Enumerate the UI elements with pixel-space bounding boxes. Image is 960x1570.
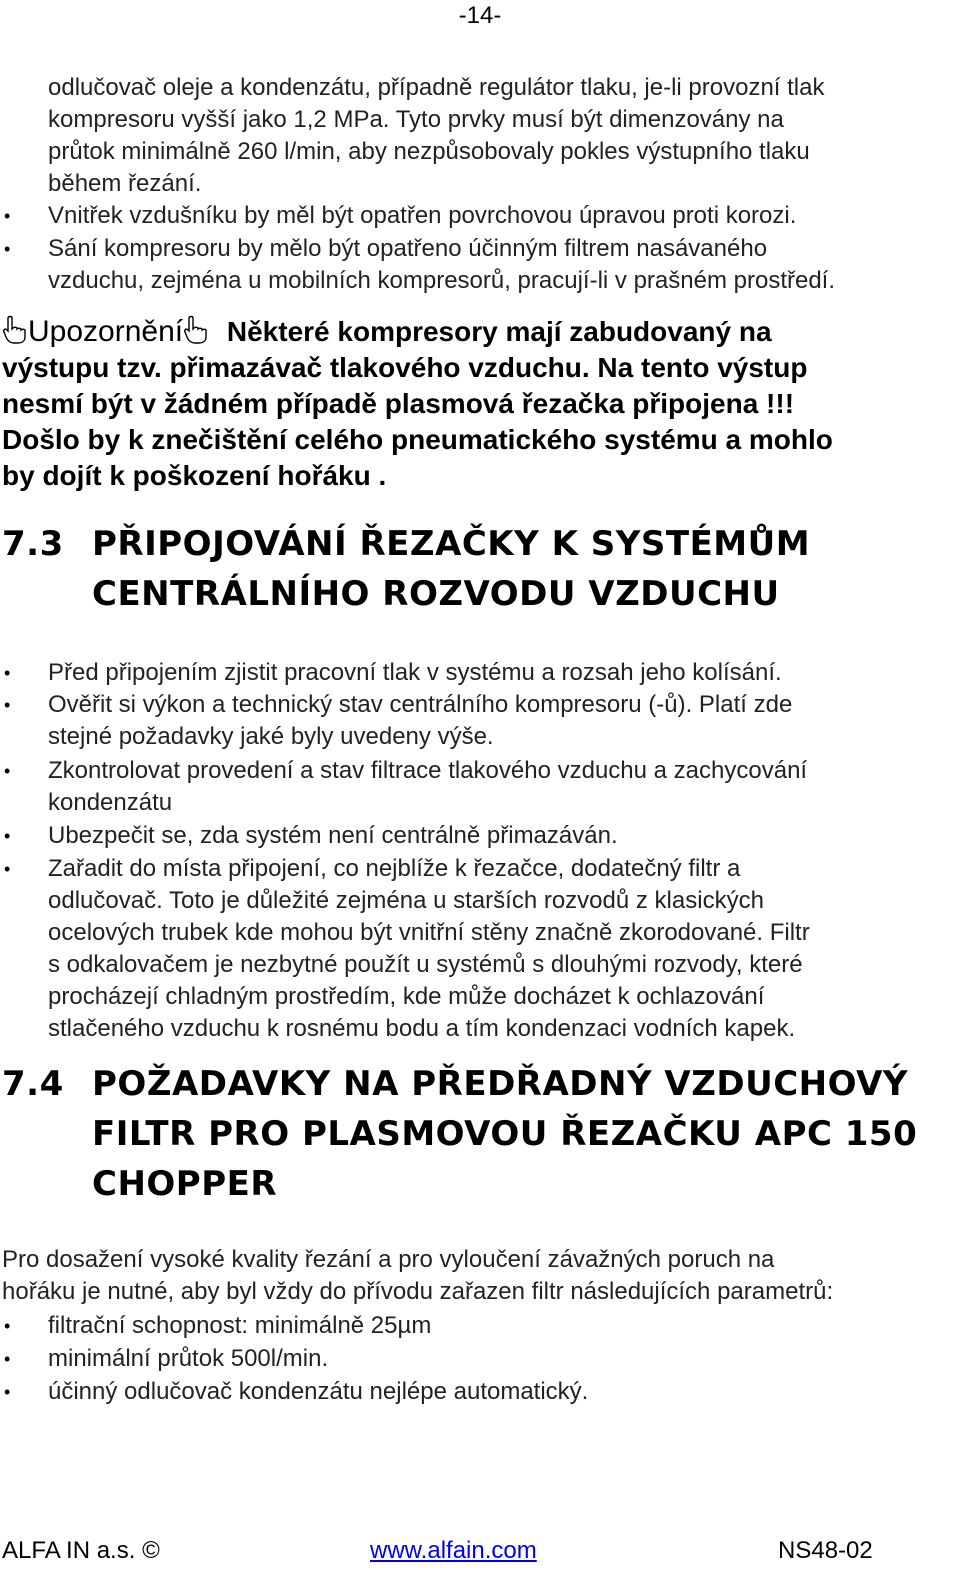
- list-item: Vnitřek vzdušníku by měl být opatřen povrchovou úpravou proti korozi.: [48, 202, 797, 229]
- section-title: PŘIPOJOVÁNÍ ŘEZAČKY K SYSTÉMŮM: [92, 524, 811, 564]
- bullet-dot-icon: •: [4, 695, 11, 715]
- list-item-continuation: stejné požadavky jaké byly uvedeny výše.: [48, 723, 494, 750]
- footer-website-link[interactable]: www.alfain.com: [370, 1537, 537, 1564]
- intro-line: během řezání.: [48, 170, 202, 197]
- warning-text: nesmí být v žádném případě plasmová řezačka připojena !!!: [2, 388, 795, 419]
- list-item-continuation: s odkalovačem je nezbytné použít u systémů s dlouhými rozvody, které: [48, 951, 803, 978]
- bullet-dot-icon: •: [4, 826, 11, 846]
- list-item: účinný odlučovač kondenzátu nejlépe automatický.: [48, 1378, 589, 1405]
- list-item: Sání kompresoru by mělo být opatřeno účinným filtrem nasávaného: [48, 235, 768, 262]
- footer-doc-code: NS48-02: [778, 1537, 873, 1564]
- list-item: Zařadit do místa připojení, co nejblíže k řezačce, dodatečný filtr a: [48, 855, 741, 882]
- section-heading-7-3: [2, 519, 952, 619]
- bullet-dot-icon: •: [4, 859, 11, 879]
- warning-block: [2, 314, 833, 494]
- bullet-dot-icon: •: [4, 206, 11, 226]
- intro-line: odlučovač oleje a kondenzátu, případně regulátor tlaku, je-li provozní tlak: [48, 74, 825, 101]
- list-item-continuation: kondenzátu: [48, 789, 173, 816]
- list-item-continuation: ocelových trubek kde mohou být vnitřní stěny značně zkorodované. Filtr: [48, 919, 810, 946]
- warning-text: by dojít k poškození hořáku .: [2, 460, 387, 491]
- section-title: CHOPPER: [92, 1164, 278, 1204]
- section-number: 7.3: [2, 524, 64, 564]
- list-item: minimální průtok 500l/min.: [48, 1345, 329, 1372]
- list-item: Před připojením zjistit pracovní tlak v systému a rozsah jeho kolísání.: [48, 659, 782, 686]
- footer-company: ALFA IN a.s. ©: [2, 1537, 160, 1564]
- paragraph-line: Pro dosažení vysoké kvality řezání a pro vyloučení závažných poruch na: [2, 1246, 775, 1273]
- bullet-dot-icon: •: [4, 761, 11, 781]
- bullet-dot-icon: •: [4, 1349, 11, 1369]
- intro-line: průtok minimálně 260 l/min, aby nezpůsobovaly pokles výstupního tlaku: [48, 138, 810, 165]
- section-title: CENTRÁLNÍHO ROZVODU VZDUCHU: [92, 574, 780, 614]
- section-heading-7-4: [2, 1059, 952, 1209]
- bullet-dot-icon: •: [4, 663, 11, 683]
- intro-line: kompresoru vyšší jako 1,2 MPa. Tyto prvky musí být dimenzovány na: [48, 106, 784, 133]
- warning-text: výstupu tzv. přimazávač tlakového vzduchu. Na tento výstup: [2, 352, 808, 383]
- bullet-dot-icon: •: [4, 1316, 11, 1336]
- section-title: FILTR PRO PLASMOVOU ŘEZAČKU APC 150: [92, 1114, 918, 1154]
- page-number: -14-: [458, 2, 502, 29]
- list-item-continuation: stlačeného vzduchu k rosnému bodu a tím kondenzaci vodních kapek.: [48, 1015, 796, 1042]
- pointing-hand-icon: [2, 315, 28, 345]
- warning-text: Došlo by k znečištění celého pneumatického systému a mohlo: [2, 424, 833, 455]
- list-item-continuation: vzduchu, zejména u mobilních kompresorů, pracují-li v prašném prostředí.: [48, 267, 836, 294]
- bullet-dot-icon: •: [4, 1382, 11, 1402]
- list-item-continuation: odlučovač. Toto je důležité zejména u starších rozvodů z klasických: [48, 887, 764, 914]
- bullet-dot-icon: •: [4, 239, 11, 259]
- list-item: Zkontrolovat provedení a stav filtrace tlakového vzduchu a zachycování: [48, 757, 808, 784]
- list-item: Ověřit si výkon a technický stav centrálního kompresoru (-ů). Platí zde: [48, 691, 793, 718]
- list-item-continuation: procházejí chladným prostředím, kde může docházet k ochlazování: [48, 983, 765, 1010]
- warning-text: Některé kompresory mají zabudovaný na: [226, 316, 772, 347]
- list-item: Ubezpečit se, zda systém není centrálně přimazáván.: [48, 822, 618, 849]
- section-7-4-paragraph: [2, 1244, 833, 1308]
- section-number: 7.4: [2, 1064, 64, 1104]
- intro-paragraph: [48, 72, 824, 200]
- warning-label: Upozornění: [28, 315, 184, 348]
- section-title: POŽADAVKY NA PŘEDŘADNÝ VZDUCHOVÝ: [92, 1064, 909, 1104]
- paragraph-line: hořáku je nutné, aby byl vždy do přívodu zařazen filtr následujících parametrů:: [2, 1278, 834, 1305]
- pointing-hand-icon: [183, 315, 209, 345]
- list-item: filtrační schopnost: minimálně 25µm: [48, 1312, 432, 1339]
